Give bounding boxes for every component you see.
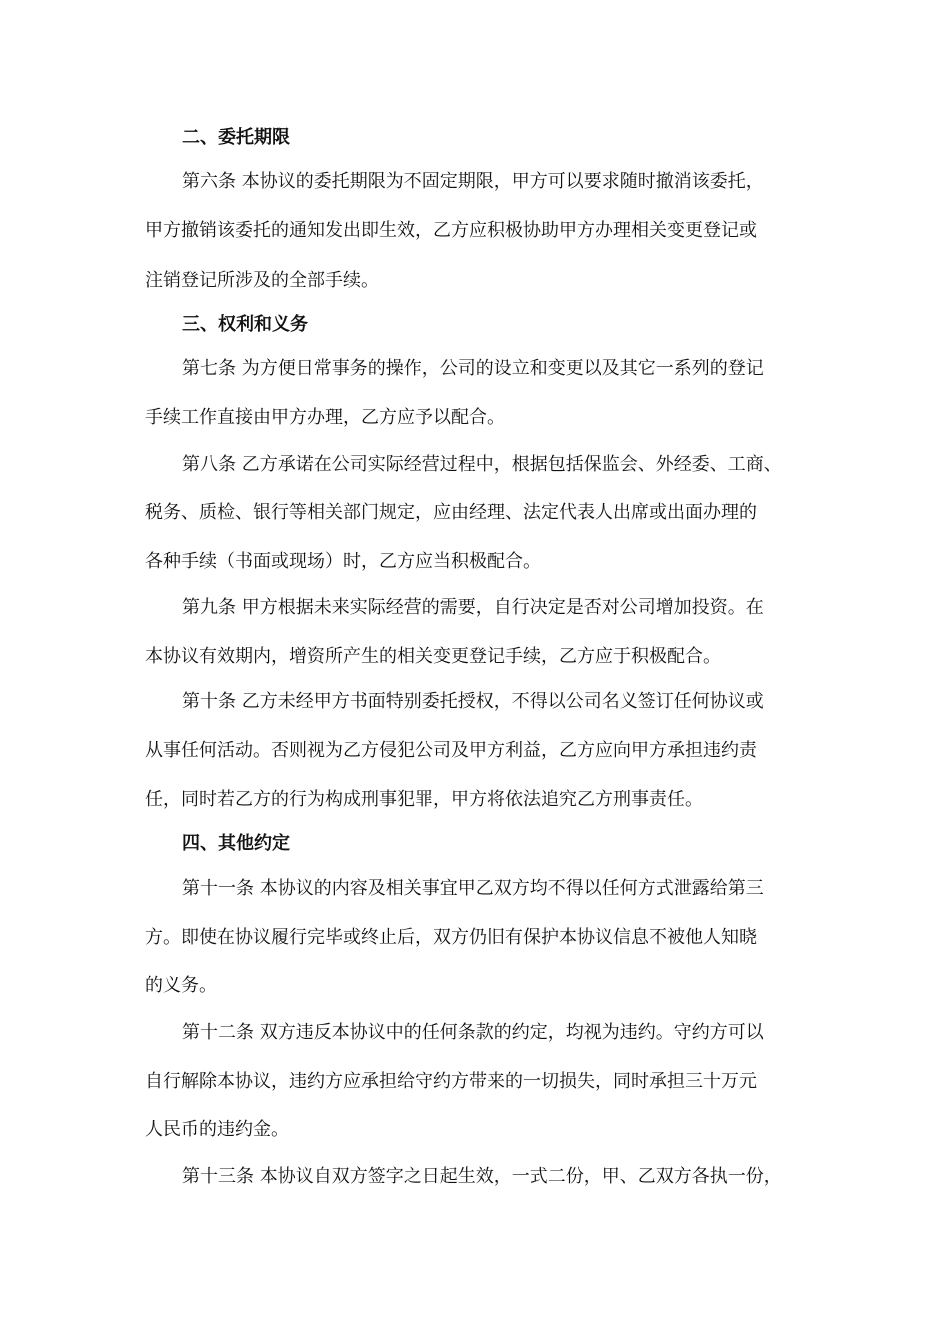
article-8-line-1: 第八条 乙方承诺在公司实际经营过程中，根据包括保监会、外经委、工商、 [182, 454, 782, 475]
article-10-line-2: 从事任何活动。否则视为乙方侵犯公司及甲方利益，乙方应向甲方承担违约责 [145, 740, 757, 761]
article-6-line-1: 第六条 本协议的委托期限为不固定期限，甲方可以要求随时撤消该委托， [182, 171, 764, 192]
section-heading-rights: 三、权利和义务 [182, 314, 308, 335]
article-6-line-2: 甲方撤销该委托的通知发出即生效，乙方应积极协助甲方办理相关变更登记或 [145, 220, 757, 241]
section-heading-other: 四、其他约定 [182, 833, 290, 854]
article-8-line-2: 税务、质检、银行等相关部门规定，应由经理、法定代表人出席或出面办理的 [145, 502, 757, 523]
article-11-line-3: 的义务。 [145, 975, 217, 996]
article-8-line-3: 各种手续（书面或现场）时，乙方应当积极配合。 [145, 551, 541, 572]
article-10-line-1: 第十条 乙方未经甲方书面特别委托授权，不得以公司名义签订任何协议或 [182, 691, 764, 712]
article-10-line-3: 任，同时若乙方的行为构成刑事犯罪，甲方将依法追究乙方刑事责任。 [145, 789, 703, 810]
article-13-line-1: 第十三条 本协议自双方签字之日起生效，一式二份，甲、乙双方各执一份， [182, 1166, 782, 1187]
article-9-line-1: 第九条 甲方根据未来实际经营的需要，自行决定是否对公司增加投资。在 [182, 597, 764, 618]
article-11-line-1: 第十一条 本协议的内容及相关事宜甲乙双方均不得以任何方式泄露给第三 [182, 878, 764, 899]
article-12-line-3: 人民币的违约金。 [145, 1119, 289, 1140]
article-12-line-1: 第十二条 双方违反本协议中的任何条款的约定，均视为违约。守约方可以 [182, 1022, 764, 1043]
article-9-line-2: 本协议有效期内，增资所产生的相关变更登记手续，乙方应于积极配合。 [145, 646, 721, 667]
article-7-line-1: 第七条 为方便日常事务的操作，公司的设立和变更以及其它一系列的登记 [182, 358, 764, 379]
article-6-line-3: 注销登记所涉及的全部手续。 [145, 270, 379, 291]
article-11-line-2: 方。即使在协议履行完毕或终止后，双方仍旧有保护本协议信息不被他人知晓 [145, 927, 757, 948]
article-12-line-2: 自行解除本协议，违约方应承担给守约方带来的一切损失，同时承担三十万元 [145, 1071, 757, 1092]
section-heading-term: 二、委托期限 [182, 127, 290, 148]
article-7-line-2: 手续工作直接由甲方办理，乙方应予以配合。 [145, 407, 505, 428]
